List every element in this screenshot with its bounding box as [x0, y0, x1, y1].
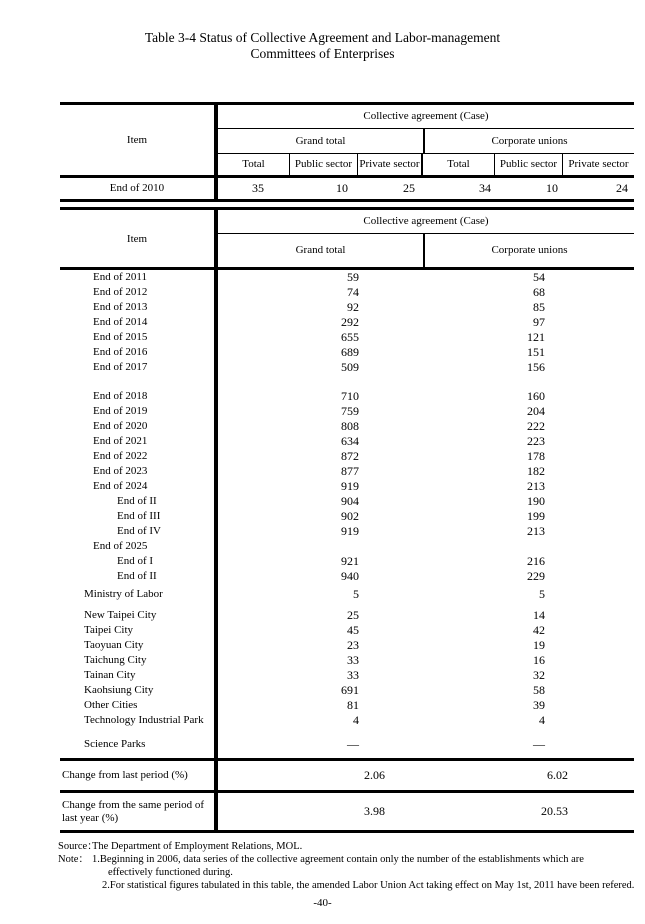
table-cell-corporate-unions: 97: [533, 315, 545, 329]
table-row: [60, 330, 634, 345]
table-row-label: End of II: [117, 495, 157, 507]
table-row-label: End of 2019: [93, 405, 148, 417]
detail-table: [60, 207, 634, 833]
table-cell-grand-total: 940: [341, 569, 359, 583]
table-cell-grand-total: 59: [347, 270, 359, 284]
table-cell-corporate-unions: 204: [527, 404, 545, 418]
table-cell-grand-total: 691: [341, 683, 359, 697]
table-row-label: End of III: [117, 510, 161, 522]
table-cell-grand-total: 655: [341, 330, 359, 344]
table-row-label: Other Cities: [84, 699, 138, 711]
table-cell-corporate-unions: 68: [533, 285, 545, 299]
table-cell-grand-total: 81: [347, 698, 359, 712]
table-cell: 24: [616, 181, 628, 195]
table-row-label: Technology Industrial Park: [84, 714, 204, 726]
table-cell-corporate-unions: 16: [533, 653, 545, 667]
table-row-label: End of I: [117, 555, 154, 567]
table-row-label: New Taipei City: [84, 609, 157, 621]
table2-grand-total-header: Grand total: [218, 234, 425, 267]
note2: 2.For statistical figures tabulated in this table, the amended Labor Union Act taking effect on May 1st, 2011 have been refered.: [102, 880, 635, 891]
table-row: [60, 315, 634, 330]
table-cell: 20.53: [541, 804, 568, 818]
table-row: [60, 698, 634, 713]
table-row-label: End of 2017: [93, 361, 148, 373]
table-cell-corporate-unions: 156: [527, 360, 545, 374]
table-row: [60, 285, 634, 300]
table-cell-corporate-unions: 58: [533, 683, 545, 697]
table-cell-corporate-unions: 32: [533, 668, 545, 682]
table-row: [60, 737, 634, 752]
table-row: [60, 404, 634, 419]
table-cell-grand-total: 634: [341, 434, 359, 448]
table-row: [60, 683, 634, 698]
table-row: [60, 479, 634, 494]
column-header: Total: [423, 154, 495, 175]
table-row: [60, 389, 634, 404]
table-row: [60, 270, 634, 285]
column-header: Total: [218, 154, 290, 175]
page-title-line1: Table 3-4 Status of Collective Agreement and Labor-management: [144, 30, 501, 45]
table-row-label: End of 2022: [93, 450, 148, 462]
table-cell-grand-total: 808: [341, 419, 359, 433]
table-row: [60, 608, 634, 623]
table-row: [60, 300, 634, 315]
column-header: Private sector: [358, 154, 423, 175]
table-row-label: End of 2025: [93, 540, 148, 552]
table-row-label: Tainan City: [84, 669, 136, 681]
table-cell-grand-total: 921: [341, 554, 359, 568]
table-cell-grand-total: 74: [347, 285, 359, 299]
table-cell-corporate-unions: 213: [527, 479, 545, 493]
table-cell-grand-total: 689: [341, 345, 359, 359]
table-row-label: End of 2013: [93, 301, 148, 313]
table-cell-grand-total: 919: [341, 479, 359, 493]
source-label: Source：: [58, 841, 98, 852]
table-cell: 25: [403, 181, 415, 195]
table-row: [60, 434, 634, 449]
table-cell-corporate-unions: 14: [533, 608, 545, 622]
note-line: [58, 853, 645, 892]
table1-item-header: Item: [126, 134, 148, 146]
table1-sub-headers: [218, 154, 634, 175]
table-cell-grand-total: 292: [341, 315, 359, 329]
table-cell-corporate-unions: 229: [527, 569, 545, 583]
table-cell-corporate-unions: 213: [527, 524, 545, 538]
table-cell-corporate-unions: —: [533, 737, 545, 751]
table-row: [60, 419, 634, 434]
table-cell-grand-total: 5: [353, 587, 359, 601]
table-row-label: End of 2012: [93, 286, 148, 298]
table-row-label: Taoyuan City: [84, 639, 144, 651]
table-cell: 3.98: [364, 804, 385, 818]
table2-subgroup-header: [218, 234, 634, 267]
table-cell-corporate-unions: 85: [533, 300, 545, 314]
table-row-label: End of 2021: [93, 435, 148, 447]
table-cell-corporate-unions: 121: [527, 330, 545, 344]
change-same-period-row: [60, 793, 634, 830]
table2-body: [60, 210, 634, 758]
table-cell-grand-total: [218, 539, 425, 554]
table-cell: 10: [546, 181, 558, 195]
table-cell: 2.06: [364, 768, 385, 782]
table-cell-grand-total: 710: [341, 389, 359, 403]
row-gap: [60, 728, 634, 737]
table-row-label: End of 2015: [93, 331, 148, 343]
table-cell-grand-total: —: [347, 737, 359, 751]
table-row: [60, 345, 634, 360]
table-cell-corporate-unions: 216: [527, 554, 545, 568]
page-title: [0, 0, 645, 62]
table-cell: 34: [479, 181, 491, 195]
table-cell-corporate-unions: 222: [527, 419, 545, 433]
table-row: [60, 554, 634, 569]
table-cell: 6.02: [547, 768, 568, 782]
table-cell-corporate-unions: 39: [533, 698, 545, 712]
source-text: The Department of Employment Relations, MOL.: [92, 841, 303, 852]
table-row: [60, 509, 634, 524]
table1-corporate-unions-header: Corporate unions: [491, 135, 568, 147]
table-row-label: Kaohsiung City: [84, 684, 154, 696]
table-cell-grand-total: 759: [341, 404, 359, 418]
table-cell-corporate-unions: 19: [533, 638, 545, 652]
table-row: [60, 668, 634, 683]
table-row-label: End of 2010: [109, 182, 165, 194]
table-cell-corporate-unions: 160: [527, 389, 545, 403]
table-row: [60, 524, 634, 539]
table-row: [60, 623, 634, 638]
table-cell-corporate-unions: 4: [539, 713, 545, 727]
header-body-rule: [60, 267, 634, 270]
footnotes: [58, 840, 645, 892]
table2-item-header: Item: [126, 232, 148, 245]
table-cell-corporate-unions: [425, 539, 634, 554]
table2-corporate-unions-header: Corporate unions: [491, 244, 568, 256]
column-header: Private sector: [568, 158, 629, 170]
table-cell-grand-total: 33: [347, 653, 359, 667]
table-cell: 35: [252, 181, 264, 195]
table1-grand-total-header: Grand total: [218, 129, 425, 153]
table2-group-header: Collective agreement (Case): [218, 210, 634, 234]
table-row-label: End of 2011: [93, 271, 147, 283]
table-row: [60, 587, 634, 602]
table-cell-corporate-unions: 223: [527, 434, 545, 448]
table-cell-grand-total: 902: [341, 509, 359, 523]
table-cell-corporate-unions: 190: [527, 494, 545, 508]
table-cell-grand-total: 509: [341, 360, 359, 374]
table-row-label: Change from the same period of last year (%): [62, 798, 205, 824]
table-cell-grand-total: 919: [341, 524, 359, 538]
table-row: [60, 653, 634, 668]
table-cell-corporate-unions: 5: [539, 587, 545, 601]
table-row-label: End of 2018: [93, 390, 148, 402]
table1-subgroup-header: [218, 129, 634, 154]
table-cell-grand-total: 45: [347, 623, 359, 637]
table-row-label: Ministry of Labor: [84, 588, 163, 600]
table-row: [60, 713, 634, 728]
table-cell-corporate-unions: 199: [527, 509, 545, 523]
summary-table: [60, 102, 634, 202]
row-gap: [60, 375, 634, 389]
table-row-label: Taipei City: [84, 624, 134, 636]
change-last-period-row: [60, 761, 634, 790]
table-row: [60, 360, 634, 375]
table-row: [60, 449, 634, 464]
table-row: [60, 638, 634, 653]
table-row-label: End of 2014: [93, 316, 148, 328]
table1-group-header: Collective agreement (Case): [218, 105, 634, 129]
table-cell-grand-total: 872: [341, 449, 359, 463]
source-line: [58, 840, 645, 853]
table-cell-grand-total: 25: [347, 608, 359, 622]
table-cell-grand-total: 877: [341, 464, 359, 478]
table-row: [60, 539, 634, 554]
table-cell-corporate-unions: 182: [527, 464, 545, 478]
column-header: Public sector: [290, 154, 358, 175]
note-label: Note：: [58, 854, 89, 865]
table-row-label: Science Parks: [84, 738, 146, 750]
table-row-label: Change from last period (%): [62, 769, 188, 781]
table-cell-grand-total: 904: [341, 494, 359, 508]
table-cell-corporate-unions: 42: [533, 623, 545, 637]
table-cell: 10: [336, 181, 348, 195]
table-cell-grand-total: 92: [347, 300, 359, 314]
table-cell-grand-total: 4: [353, 713, 359, 727]
table-row-label: End of 2020: [93, 420, 148, 432]
table-row: [218, 178, 634, 199]
table-row-label: End of IV: [117, 525, 161, 537]
page-title-line2: Committees of Enterprises: [250, 46, 395, 61]
table-cell-grand-total: 23: [347, 638, 359, 652]
table-cell-grand-total: 33: [347, 668, 359, 682]
table-cell-corporate-unions: 151: [527, 345, 545, 359]
note1-line1: 1.Beginning in 2006, data series of the collective agreement contain only the number of the establishments which are: [92, 854, 584, 865]
note1-line2: effectively functioned during.: [108, 867, 233, 878]
table-row-label: End of 2023: [93, 465, 148, 477]
table-row-label: End of 2024: [93, 480, 148, 492]
page-number: -40-: [313, 897, 332, 909]
table-row: [60, 494, 634, 509]
column-header: Public sector: [495, 154, 563, 175]
table-row: [60, 464, 634, 479]
table-row-label: End of 2016: [93, 346, 148, 358]
table-cell-corporate-unions: 54: [533, 270, 545, 284]
table-row-label: Taichung City: [84, 654, 147, 666]
table-row: [60, 569, 634, 584]
note-body: [92, 853, 634, 892]
table-cell-corporate-unions: 178: [527, 449, 545, 463]
table-row-label: End of II: [117, 570, 157, 582]
item-column-divider: [214, 210, 218, 830]
